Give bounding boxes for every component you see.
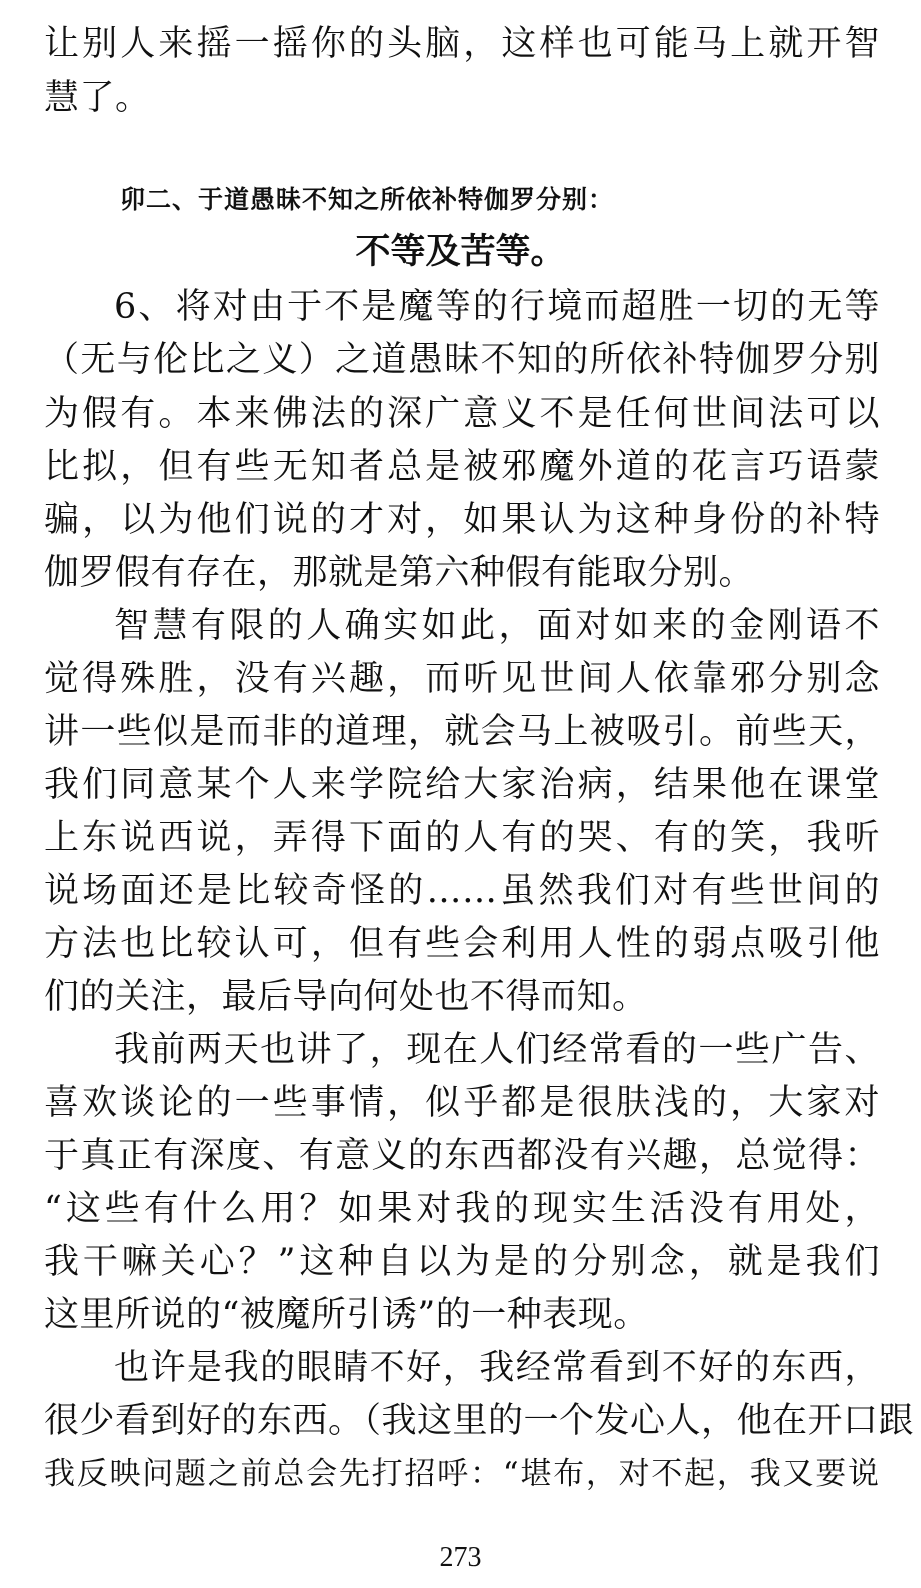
text-line: 说场面还是比较奇怪的……虽然我们对有些世间的 [44,871,880,911]
text-line: 讲一些似是而非的道理，就会马上被吸引。前些天， [44,712,880,752]
text-line: 我干嘛关心？”这种自以为是的分别念，就是我们 [44,1242,880,1282]
section-subtitle: 不等及苦等。 [355,232,566,272]
text-line: 很少看到好的东西。（我这里的一个发心人，他在开口跟 [44,1401,915,1441]
section-outline-heading: 卯二、于道愚昧不知之所依补特伽罗分别： [120,185,615,214]
text-line: 喜欢谈论的一些事情，似乎都是很肤浅的，大家对 [44,1083,880,1123]
text-line: （无与伦比之义）之道愚昧不知的所依补特伽罗分别 [44,340,880,380]
text-line: 比拟，但有些无知者总是被邪魔外道的花言巧语蒙 [44,447,880,487]
text-line: 方法也比较认可，但有些会利用人性的弱点吸引他 [44,924,880,964]
text-line: 6、将对由于不是魔等的行境而超胜一切的无等 [114,287,880,327]
text-line: 让别人来摇一摇你的头脑，这样也可能马上就开智 [44,24,880,64]
text-line: “这些有什么用？如果对我的现实生活没有用处， [44,1189,880,1229]
text-line: 也许是我的眼睛不好，我经常看到不好的东西， [114,1348,880,1388]
text-line: 我们同意某个人来学院给大家治病，结果他在课堂 [44,765,880,805]
text-line: 觉得殊胜，没有兴趣，而听见世间人依靠邪分别念 [44,659,880,699]
page-number: 273 [439,1542,482,1573]
text-line: 慧了。 [44,78,151,118]
text-line: 骗，以为他们说的才对，如果认为这种身份的补特 [44,500,880,540]
text-line: 为假有。本来佛法的深广意义不是任何世间法可以 [44,394,880,434]
text-line: 上东说西说，弄得下面的人有的哭、有的笑，我听 [44,818,880,858]
text-line: 我前两天也讲了，现在人们经常看的一些广告、 [114,1030,880,1070]
text-line: 这里所说的“被魔所引诱”的一种表现。 [44,1295,649,1335]
text-line: 们的关注，最后导向何处也不得而知。 [44,977,648,1017]
text-line: 我反映问题之前总会先打招呼：“堪布，对不起，我又要说 [44,1456,880,1492]
text-line: 伽罗假有存在，那就是第六种假有能取分别。 [44,553,755,593]
text-line: 于真正有深度、有意义的东西都没有兴趣，总觉得： [44,1136,880,1176]
text-line: 智慧有限的人确实如此，面对如来的金刚语不 [114,606,880,646]
